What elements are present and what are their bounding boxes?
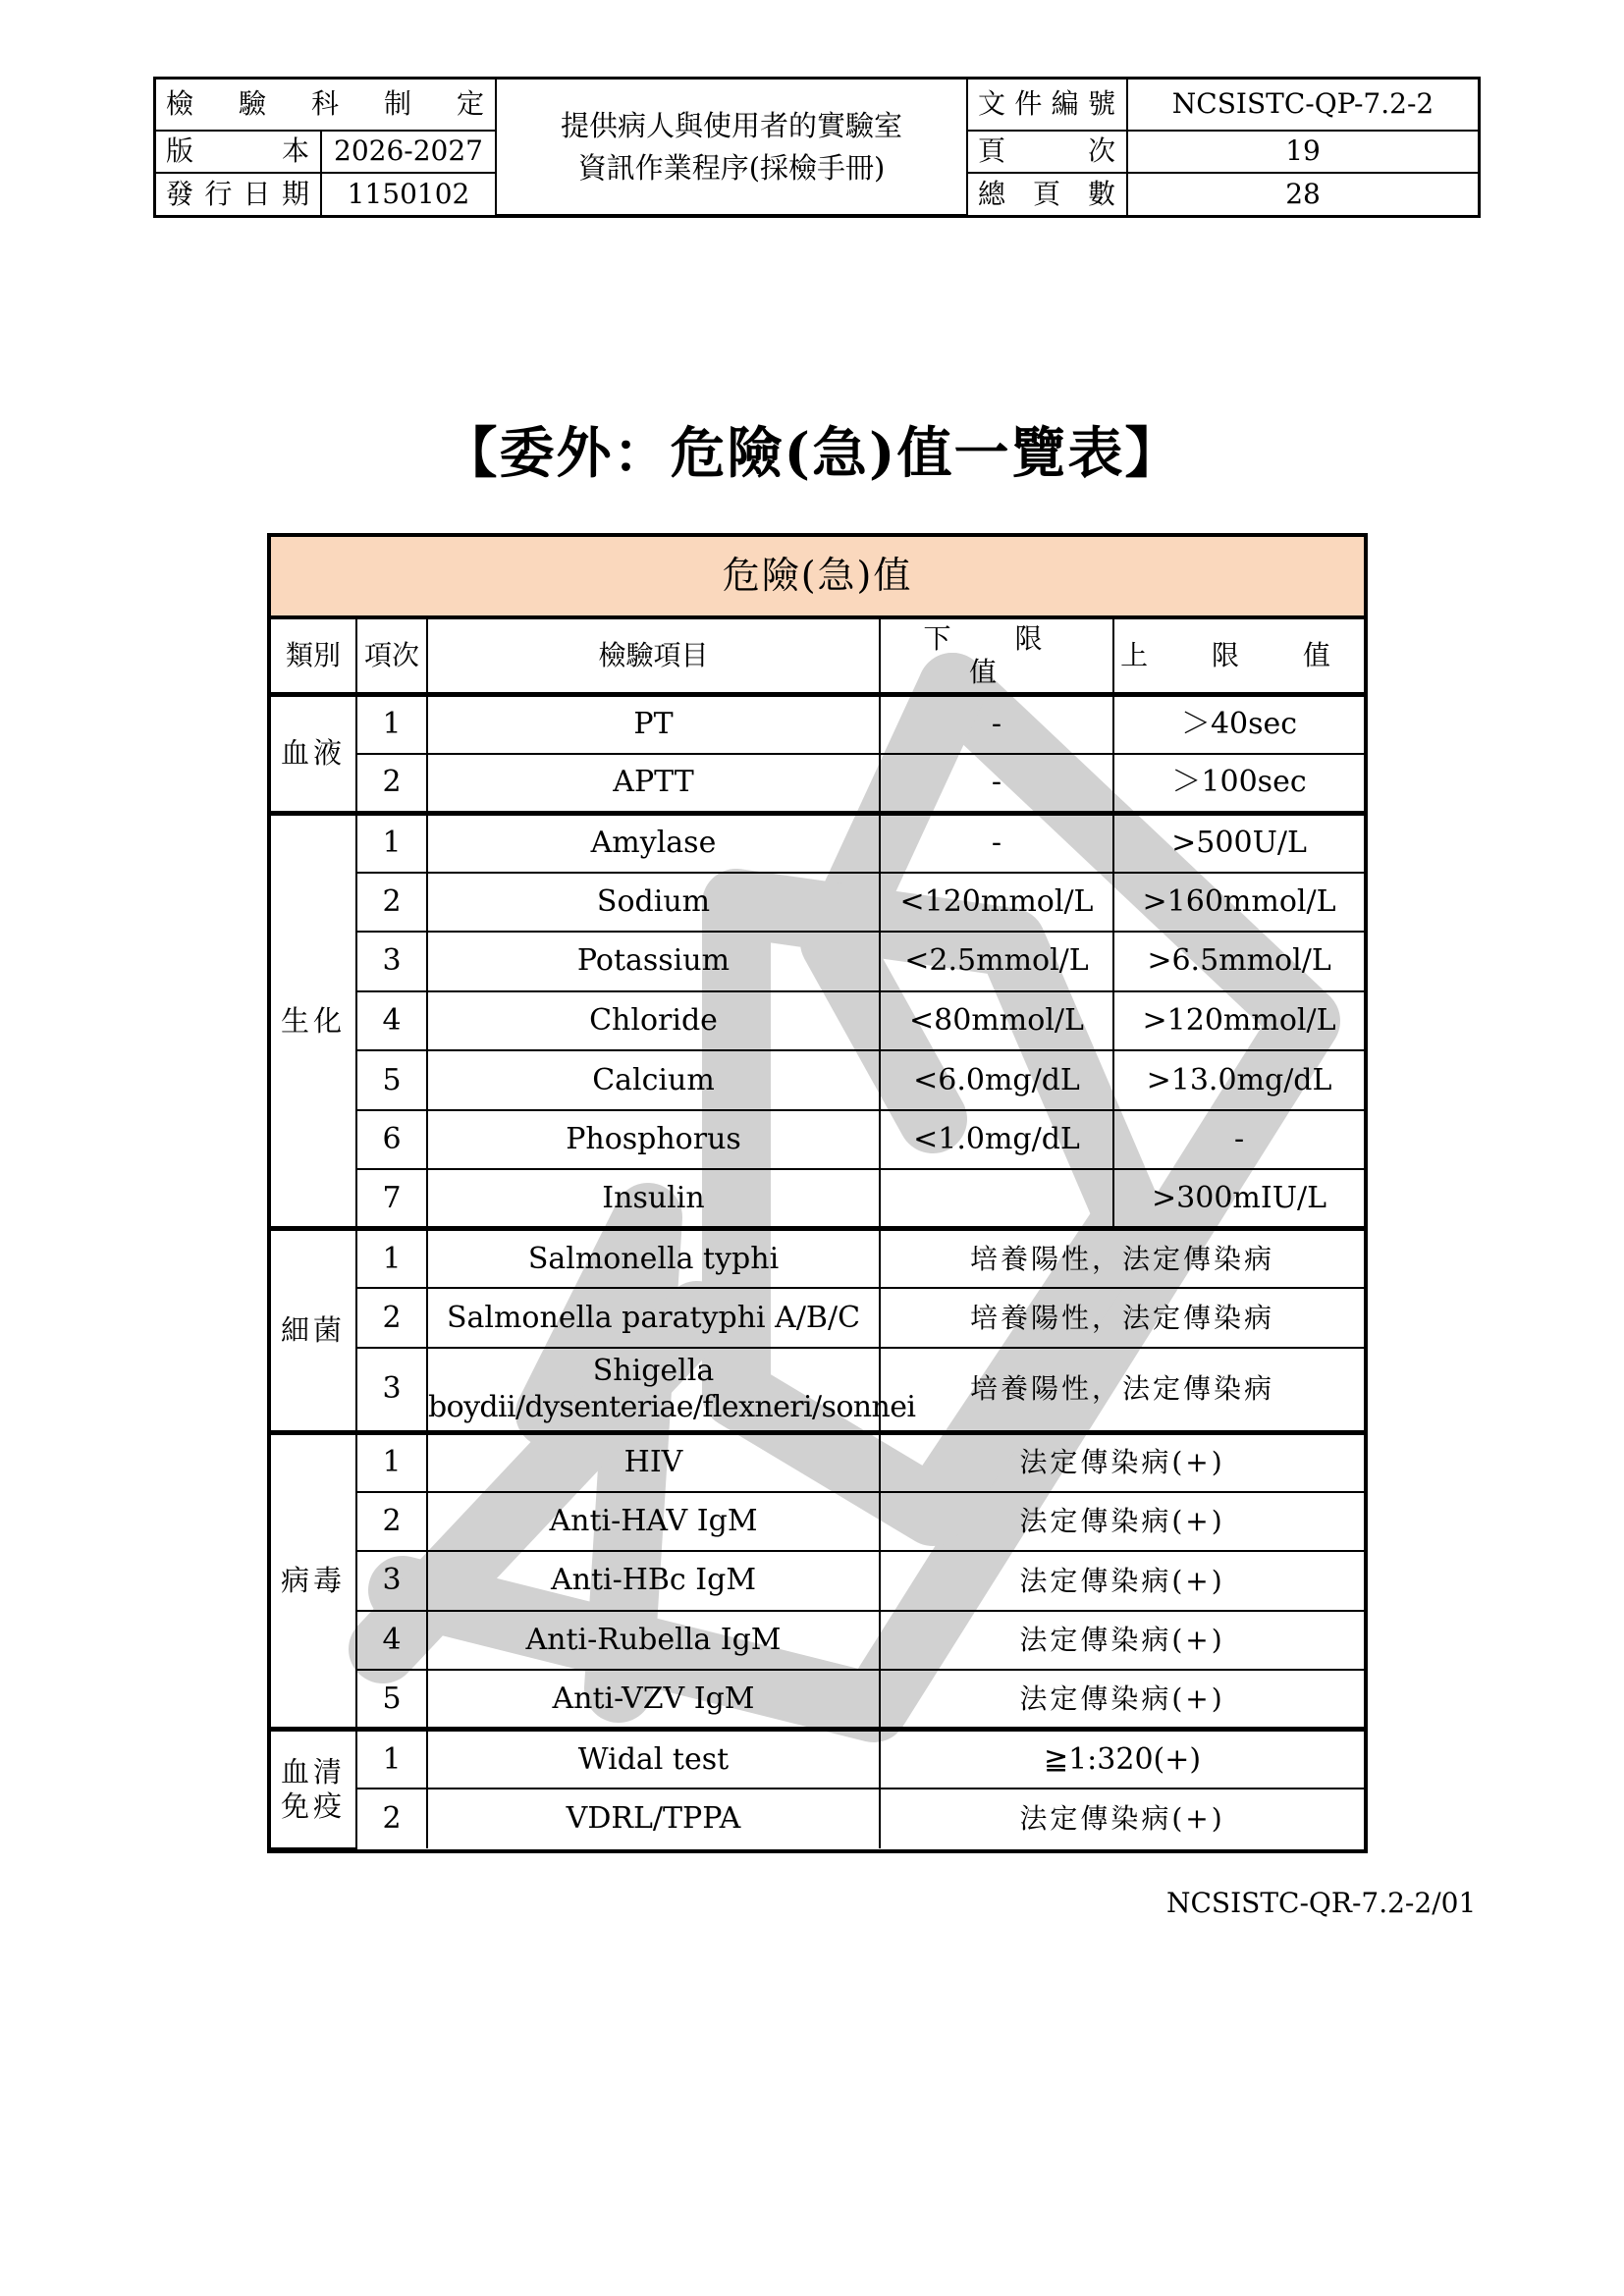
test-name: Sodium	[427, 873, 880, 933]
test-name: Potassium	[427, 932, 880, 991]
doc-no-label: 文件編號	[967, 80, 1127, 131]
table-row	[271, 991, 1364, 1051]
result-criteria: 法定傳染病(+)	[880, 1492, 1364, 1552]
test-name	[427, 1348, 916, 1432]
table-row	[271, 754, 1364, 814]
test-name: Anti-HBc IgM	[427, 1551, 880, 1611]
test-name: Salmonella typhi	[427, 1229, 880, 1289]
issue-date-value: 1150102	[321, 173, 496, 215]
test-name: Calcium	[427, 1050, 880, 1110]
issue-date-label: 發行日期	[156, 173, 321, 215]
category-cell	[271, 1730, 356, 1848]
item-no: 4	[356, 991, 427, 1051]
item-no: 4	[356, 1611, 427, 1671]
doc-no-value: NCSISTC-QP-7.2-2	[1127, 80, 1478, 131]
maker-label: 檢 驗 科 制 定	[156, 80, 496, 131]
table-row	[271, 813, 1364, 873]
lower-limit: <6.0mg/dL	[880, 1050, 1113, 1110]
result-criteria: ≧1:320(+)	[880, 1730, 1364, 1789]
category-cell: 細菌	[271, 1229, 356, 1432]
table-row	[271, 1169, 1364, 1229]
lower-limit: <1.0mg/dL	[880, 1110, 1113, 1170]
page-label: 頁 次	[967, 131, 1127, 173]
test-name: Salmonella paratyphi A/B/C	[427, 1288, 880, 1348]
table-row	[271, 1229, 1364, 1289]
upper-limit: >500U/L	[1113, 813, 1364, 873]
column-header-upper: 上 限 值	[1113, 617, 1364, 694]
page-title: 【委外：危險(急)值一覽表】	[442, 421, 1182, 486]
version-label: 版 本	[156, 131, 321, 173]
upper-limit: ＞100sec	[1113, 754, 1364, 814]
upper-limit: >160mmol/L	[1113, 873, 1364, 933]
result-criteria: 法定傳染病(+)	[880, 1670, 1364, 1730]
item-no: 3	[356, 1348, 427, 1432]
version-value: 2026-2027	[321, 131, 496, 173]
document-control-header	[153, 77, 1481, 218]
item-no: 3	[356, 1551, 427, 1611]
table-row	[271, 1288, 1364, 1348]
lower-limit: -	[880, 694, 1113, 754]
table-row	[271, 1789, 1364, 1848]
category-cell: 病毒	[271, 1432, 356, 1730]
item-no: 2	[356, 1288, 427, 1348]
test-name: Anti-HAV IgM	[427, 1492, 880, 1552]
column-header-test: 檢驗項目	[427, 617, 880, 694]
table-row	[271, 1348, 1364, 1432]
column-header-item-no: 項次	[356, 617, 427, 694]
lower-limit: -	[880, 813, 1113, 873]
result-criteria: 培養陽性，法定傳染病	[880, 1288, 1364, 1348]
table-row	[271, 1492, 1364, 1552]
test-name: PT	[427, 694, 880, 754]
upper-limit: >120mmol/L	[1113, 991, 1364, 1051]
lower-limit: <2.5mmol/L	[880, 932, 1113, 991]
item-no: 5	[356, 1050, 427, 1110]
item-no: 6	[356, 1110, 427, 1170]
category-cell: 生化	[271, 813, 356, 1229]
result-criteria: 法定傳染病(+)	[880, 1789, 1364, 1848]
test-name-line1: Shigella	[592, 1353, 715, 1388]
result-criteria: 培養陽性，法定傳染病	[880, 1348, 1364, 1432]
test-name: Anti-Rubella IgM	[427, 1611, 880, 1671]
test-name: Amylase	[427, 813, 880, 873]
lower-limit: <120mmol/L	[880, 873, 1113, 933]
upper-limit: >300mIU/L	[1113, 1169, 1364, 1229]
item-no: 1	[356, 1229, 427, 1289]
document-title	[496, 80, 967, 215]
item-no: 1	[356, 1730, 427, 1789]
item-no: 1	[356, 813, 427, 873]
item-no: 7	[356, 1169, 427, 1229]
lower-limit	[880, 1169, 1113, 1229]
category-line1: 血清	[280, 1755, 346, 1789]
test-name: HIV	[427, 1432, 880, 1492]
test-name: VDRL/TPPA	[427, 1789, 880, 1848]
document-title-line2: 資訊作業程序(採檢手冊)	[577, 150, 886, 185]
item-no: 5	[356, 1670, 427, 1730]
item-no: 2	[356, 1789, 427, 1848]
category-line2: 免疫	[280, 1789, 346, 1824]
result-criteria: 法定傳染病(+)	[880, 1551, 1364, 1611]
table-row	[271, 1432, 1364, 1492]
upper-limit: -	[1113, 1110, 1364, 1170]
total-pages-value: 28	[1127, 173, 1478, 215]
test-name: Anti-VZV IgM	[427, 1670, 880, 1730]
test-name: Widal test	[427, 1730, 880, 1789]
table-row	[271, 873, 1364, 933]
category-cell: 血液	[271, 694, 356, 813]
table-row	[271, 932, 1364, 991]
table-row	[271, 1551, 1364, 1611]
column-header-lower: 下 限 值	[880, 617, 1113, 694]
item-no: 2	[356, 873, 427, 933]
table-row	[271, 1670, 1364, 1730]
lower-limit: <80mmol/L	[880, 991, 1113, 1051]
critical-value-table	[267, 533, 1368, 1853]
result-criteria: 法定傳染病(+)	[880, 1432, 1364, 1492]
page-value: 19	[1127, 131, 1478, 173]
document-title-line1: 提供病人與使用者的實驗室	[561, 109, 903, 143]
test-name-line2: boydii/dysenteriae/flexneri/sonnei	[428, 1390, 916, 1425]
table-row	[271, 1730, 1364, 1789]
test-name: Insulin	[427, 1169, 880, 1229]
table-row	[271, 1110, 1364, 1170]
table-row	[271, 1611, 1364, 1671]
table-banner: 危險(急)值	[271, 537, 1364, 617]
test-name: APTT	[427, 754, 880, 814]
total-pages-label: 總 頁 數	[967, 173, 1127, 215]
item-no: 1	[356, 694, 427, 754]
result-criteria: 培養陽性，法定傳染病	[880, 1229, 1364, 1289]
item-no: 3	[356, 932, 427, 991]
upper-limit: ＞40sec	[1113, 694, 1364, 754]
lower-limit: -	[880, 754, 1113, 814]
test-name: Chloride	[427, 991, 880, 1051]
column-header-category: 類別	[271, 617, 356, 694]
upper-limit: >13.0mg/dL	[1113, 1050, 1364, 1110]
test-name: Phosphorus	[427, 1110, 880, 1170]
result-criteria: 法定傳染病(+)	[880, 1611, 1364, 1671]
upper-limit: >6.5mmol/L	[1113, 932, 1364, 991]
item-no: 2	[356, 1492, 427, 1552]
item-no: 1	[356, 1432, 427, 1492]
form-code: NCSISTC-QR-7.2-2/01	[1166, 1887, 1477, 1919]
item-no: 2	[356, 754, 427, 814]
table-row	[271, 694, 1364, 754]
table-row	[271, 1050, 1364, 1110]
